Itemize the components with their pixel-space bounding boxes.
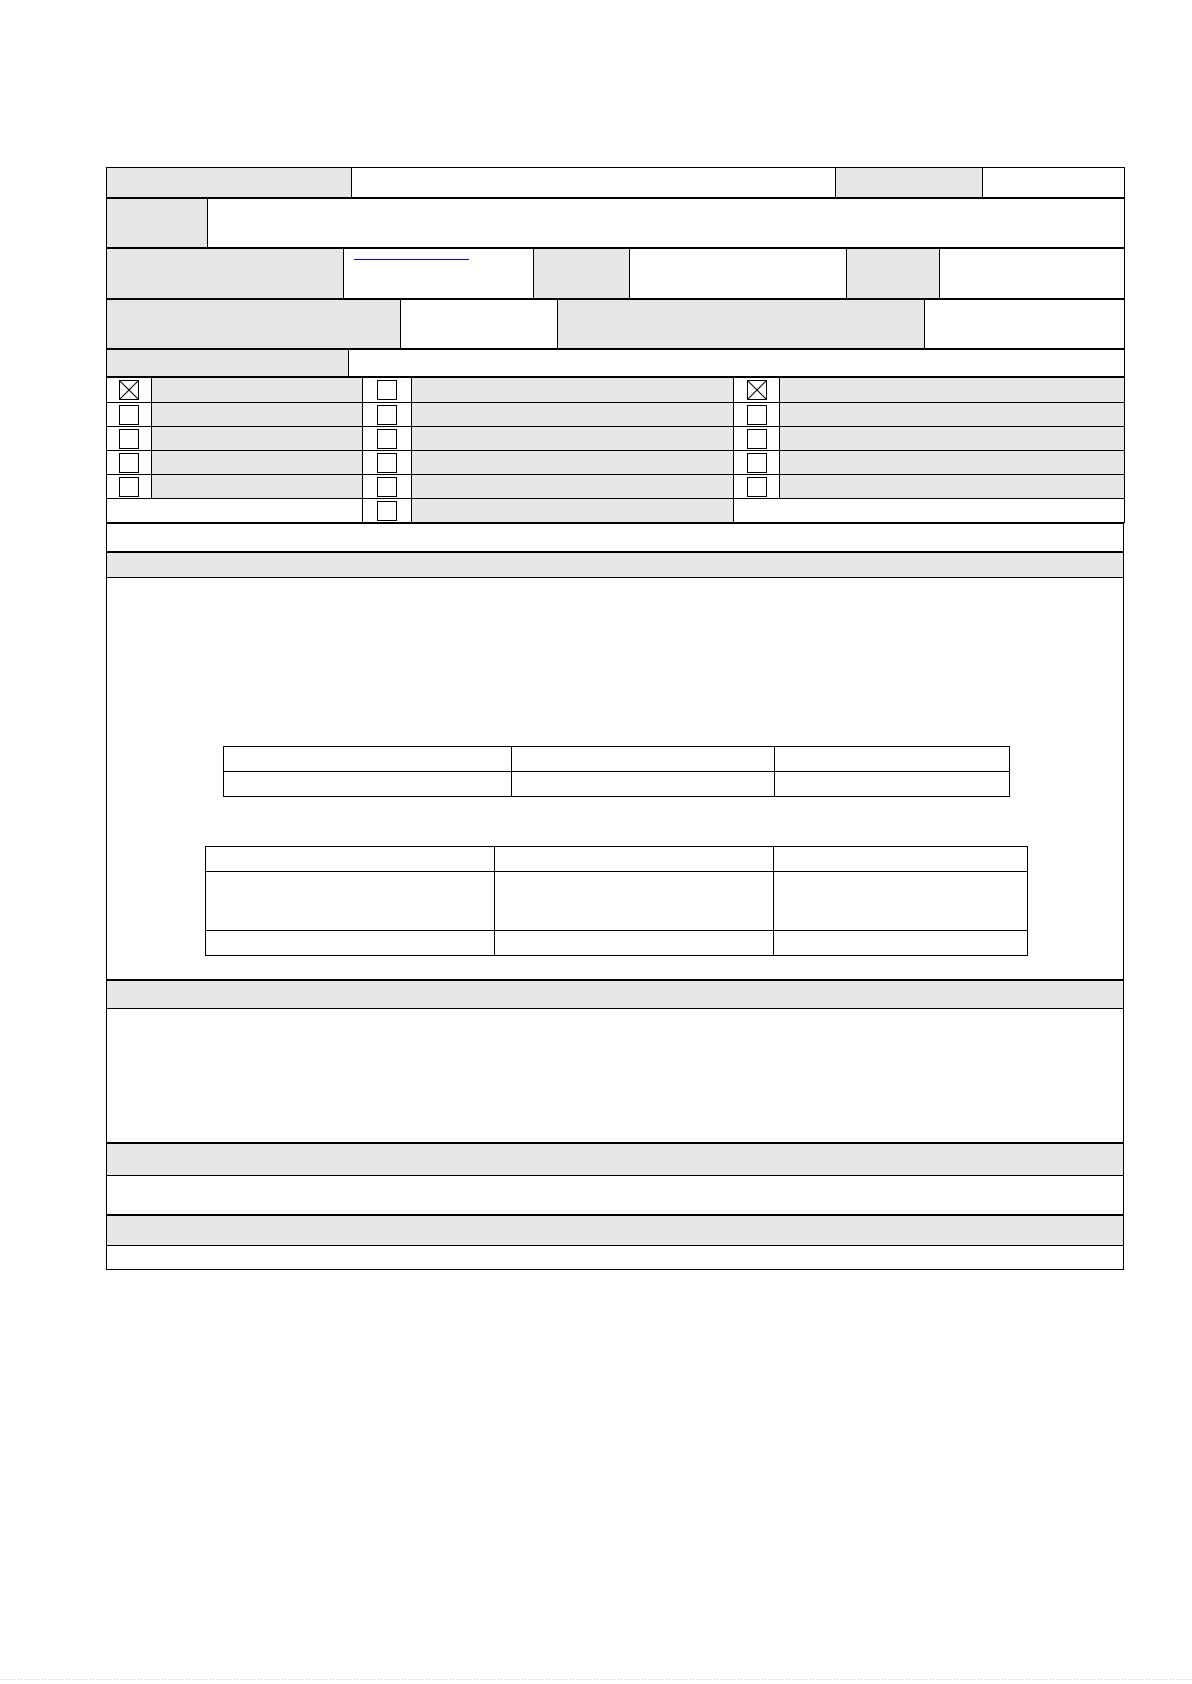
checkbox-label-cell [780, 378, 1125, 403]
checkbox-cell [363, 427, 412, 451]
checkbox-label-cell [152, 427, 363, 451]
form-spacer-table [106, 523, 1124, 552]
section-2-header [107, 981, 1124, 1009]
checkbox-cell [107, 427, 152, 451]
header-value-cell[interactable] [352, 168, 836, 198]
checkbox-2-1[interactable] [377, 429, 397, 449]
checkbox-3-1[interactable] [377, 453, 397, 473]
detail-table [205, 846, 1028, 956]
section-1-header [107, 553, 1124, 578]
header-value-cell-2[interactable] [983, 168, 1125, 198]
checkbox-3-2[interactable] [747, 453, 767, 473]
detail-cell[interactable] [206, 931, 495, 956]
detail-cell[interactable] [206, 872, 495, 931]
checkbox-grid-empty-cell [734, 499, 1125, 523]
checkbox-label-cell [412, 475, 734, 499]
checkbox-label-cell [412, 451, 734, 475]
checkbox-cell [363, 403, 412, 427]
email-link[interactable] [354, 259, 469, 260]
checkbox-1-2[interactable] [747, 405, 767, 425]
detail-cell[interactable] [774, 872, 1028, 931]
section-4-body[interactable] [107, 1246, 1124, 1270]
form-details-table [106, 299, 1125, 349]
checkbox-cell [363, 378, 412, 403]
contact-label-cell [107, 249, 344, 299]
checkbox-label-cell [152, 403, 363, 427]
checkbox-cell [734, 427, 780, 451]
summary-cell [224, 747, 512, 772]
checkbox-label-cell [780, 451, 1125, 475]
form-contact-table [106, 248, 1125, 299]
checkbox-0-0[interactable] [119, 380, 139, 400]
checkbox-grid-empty-cell [107, 499, 363, 523]
section-3-body[interactable] [107, 1176, 1124, 1215]
section-3 [106, 1143, 1124, 1215]
summary-cell[interactable] [512, 772, 775, 797]
summary-cell[interactable] [224, 772, 512, 797]
section-2-body[interactable] [107, 1009, 1124, 1143]
checkbox-label-cell [780, 475, 1125, 499]
details-value-cell[interactable] [401, 300, 558, 349]
checkbox-4-0[interactable] [119, 477, 139, 497]
header-label-cell [107, 168, 352, 198]
checkbox-label-cell [412, 499, 734, 523]
section-3-header [107, 1144, 1124, 1176]
checkbox-label-cell [780, 427, 1125, 451]
contact-label-cell-2 [534, 249, 630, 299]
details-label-cell-2 [558, 300, 925, 349]
checkbox-cell [734, 451, 780, 475]
checkbox-cell [363, 451, 412, 475]
category-value-cell[interactable] [349, 350, 1125, 377]
detail-cell [206, 847, 495, 872]
summary-cell [512, 747, 775, 772]
section-4 [106, 1215, 1124, 1270]
checkbox-cell [734, 475, 780, 499]
checkbox-label-cell [152, 451, 363, 475]
checkbox-label-cell [780, 403, 1125, 427]
checkbox-4-1[interactable] [377, 477, 397, 497]
section-4-header [107, 1216, 1124, 1246]
checkbox-cell [107, 378, 152, 403]
form-description-table [106, 198, 1125, 248]
checkbox-label-cell [412, 403, 734, 427]
description-value-cell[interactable] [208, 199, 1125, 248]
section-1 [106, 552, 1124, 980]
checkbox-label-cell [412, 378, 734, 403]
form [106, 167, 1124, 1271]
detail-cell[interactable] [774, 931, 1028, 956]
checkbox-0-2[interactable] [747, 380, 767, 400]
detail-cell [495, 847, 774, 872]
checkbox-3-0[interactable] [119, 453, 139, 473]
checkbox-cell [107, 475, 152, 499]
contact-link-cell [344, 249, 534, 299]
checkbox-0-1[interactable] [377, 380, 397, 400]
checkbox-cell [734, 403, 780, 427]
section-1-body [107, 578, 1124, 980]
checkbox-label-cell [412, 427, 734, 451]
checkbox-checked-icon [748, 381, 766, 399]
checkbox-cell [363, 499, 412, 523]
contact-value-cell-3[interactable] [940, 249, 1125, 299]
contact-label-cell-3 [847, 249, 940, 299]
detail-cell [774, 847, 1028, 872]
checkbox-cell [107, 451, 152, 475]
spacer-row [107, 524, 1124, 552]
checkbox-2-2[interactable] [747, 429, 767, 449]
header-label-cell-2 [836, 168, 983, 198]
category-label-cell [107, 350, 349, 377]
checkbox-cell [363, 475, 412, 499]
checkbox-label-cell [152, 475, 363, 499]
form-category-header-table [106, 349, 1125, 377]
detail-cell[interactable] [495, 872, 774, 931]
summary-cell [775, 747, 1010, 772]
checkbox-cell [734, 378, 780, 403]
details-value-cell-2[interactable] [925, 300, 1125, 349]
summary-cell[interactable] [775, 772, 1010, 797]
description-label-cell [107, 199, 208, 248]
checkbox-4-2[interactable] [747, 477, 767, 497]
page-footer-rule [0, 1679, 1192, 1680]
checkbox-1-1[interactable] [377, 405, 397, 425]
detail-cell[interactable] [495, 931, 774, 956]
checkbox-checked-icon [120, 381, 138, 399]
checkbox-2-0[interactable] [119, 429, 139, 449]
form-header-table [106, 167, 1125, 198]
checkbox-5-1[interactable] [377, 501, 397, 521]
checkbox-grid [106, 377, 1125, 523]
checkbox-cell [107, 403, 152, 427]
checkbox-1-0[interactable] [119, 405, 139, 425]
details-label-cell [107, 300, 401, 349]
checkbox-label-cell [152, 378, 363, 403]
summary-table [223, 746, 1010, 797]
section-2 [106, 980, 1124, 1143]
contact-value-cell-2[interactable] [630, 249, 847, 299]
